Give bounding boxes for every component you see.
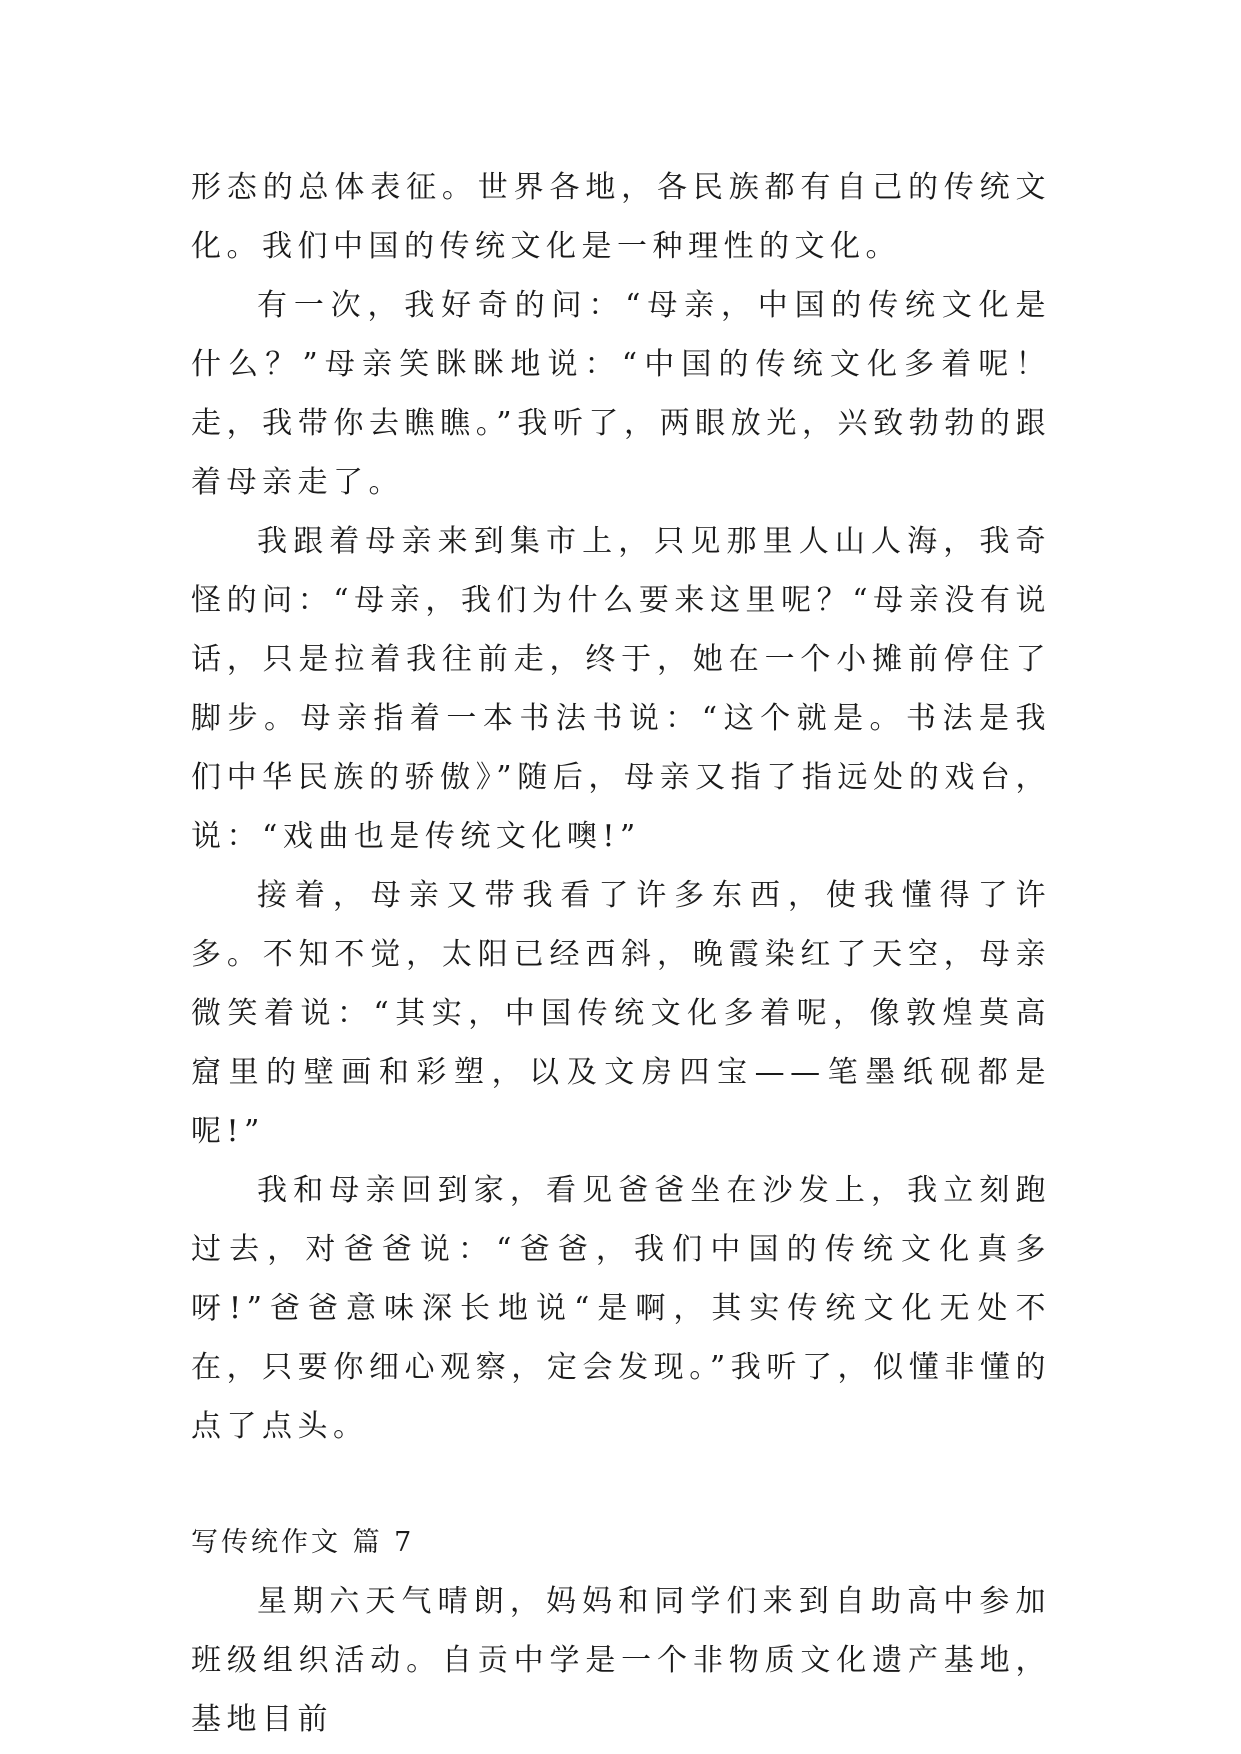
section-spacer	[191, 1456, 1051, 1513]
paragraph: 星期六天气晴朗，妈妈和同学们来到自助高中参加班级组织活动。自贡中学是一个非物质文化遗产基地，基地目前	[191, 1584, 1051, 1737]
paragraph: 有一次，我好奇的问：“母亲，中国的传统文化是什么？”母亲笑眯眯地说：“中国的传统文化多着呢！走，我带你去瞧瞧。”我听了，两眼放光，兴致勃勃的跟着母亲走了。	[191, 288, 1051, 500]
paragraph: 我和母亲回到家，看见爸爸坐在沙发上，我立刻跑过去，对爸爸说：“爸爸，我们中国的传统文化真多呀!”爸爸意味深长地说“是啊，其实传统文化无处不在，只要你细心观察，定会发现。”我听了，似懂非懂的点了点头。	[191, 1173, 1051, 1444]
paragraph: 我跟着母亲来到集市上，只见那里人山人海，我奇怪的问：“母亲，我们为什么要来这里呢？“母亲没有说话，只是拉着我往前走，终于，她在一个小摊前停住了脚步。母亲指着一本书法书说：“这个就是。书法是我们中华民族的骄傲》”随后，母亲又指了指远处的戏台，说：“戏曲也是传统文化噢!”	[191, 524, 1051, 854]
paragraph-continued: 形态的总体表征。世界各地，各民族都有自己的传统文化。我们中国的传统文化是一种理性的文化。	[191, 170, 1051, 264]
document-body	[191, 158, 1051, 1749]
paragraph: 接着，母亲又带我看了许多东西，使我懂得了许多。不知不觉，太阳已经西斜，晚霞染红了天空，母亲微笑着说：“其实，中国传统文化多着呢，像敦煌莫高窟里的壁画和彩塑，以及文房四宝——笔墨纸砚都是呢!”	[191, 878, 1051, 1149]
section-heading: 写传统作文 篇 7	[191, 1527, 415, 1558]
